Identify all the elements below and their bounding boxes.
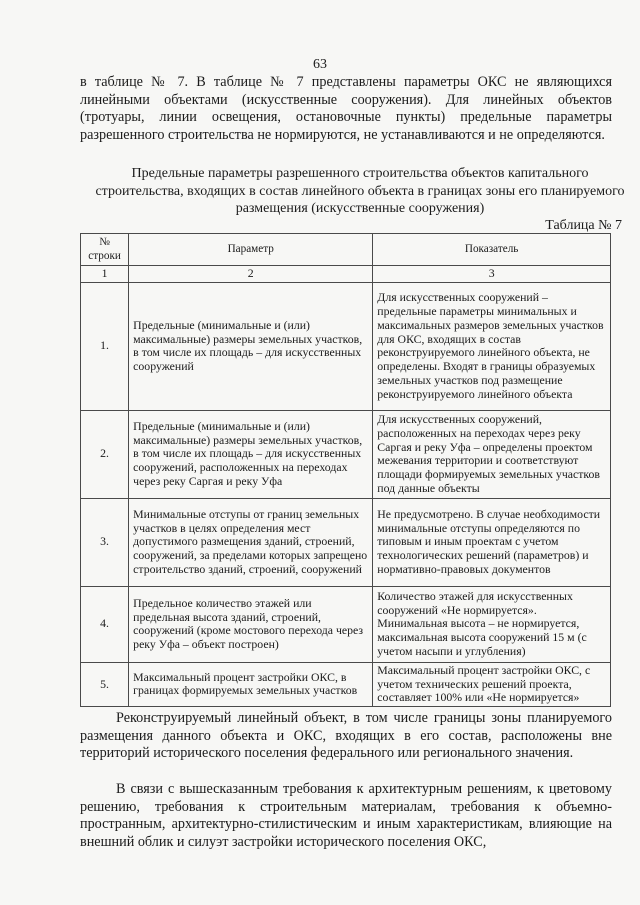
row-number: 3.	[81, 498, 129, 586]
table-header-row	[81, 234, 611, 266]
table-heading: Предельные параметры разрешенного строительства объектов капитального строительства, входящих в состав линейного объекта в границах зоны его планируемого размещения (искусственные сооружения)	[95, 166, 625, 216]
header-parameter: Параметр	[129, 234, 373, 266]
table-row	[81, 282, 611, 410]
table-row	[81, 662, 611, 706]
row-number: 2.	[81, 410, 129, 498]
paragraph-architectural-requirements: В связи с вышесказанным требования к архитектурным решениям, к цветовому решению, требования к строительным материалам, требования к объемно-пространным, архитектурно-стилистическим и иным характеристикам, влияющие на внешний облик и силуэт застройки исторического поселения ОКС,	[80, 781, 612, 850]
column-number: 2	[129, 266, 373, 283]
table-label: Таблица № 7	[545, 218, 622, 233]
row-parameter: Минимальные отступы от границ земельных участков в целях определения мест допустимого размещения зданий, строений, сооружений, за пределами которых запрещено строительство зданий, строений, сооружений	[129, 498, 373, 586]
parameters-table	[80, 233, 611, 707]
row-value: Не предусмотрено. В случае необходимости минимальные отступы определяются по типовым и иным проектам с учетом технологических решений (параметров) и нормативно-правовых документов	[373, 498, 611, 586]
row-number: 4.	[81, 586, 129, 662]
row-value: Максимальный процент застройки ОКС, с учетом технических решений проекта, составляет 100% или «Не нормируется»	[373, 662, 611, 706]
intro-paragraph: в таблице № 7. В таблице № 7 представлены параметры ОКС не являющихся линейными объектами (искусственные сооружения). Для линейных объектов (тротуары, линии освещения, остановочные пункты) предельные параметры разрешенного строительства не нормируются, не устанавливаются и не определяются.	[80, 74, 612, 143]
row-parameter: Предельное количество этажей или предельная высота зданий, строений, сооружений (кроме мостового перехода через реку Уфа – объект построен)	[129, 586, 373, 662]
row-value: Для искусственных сооружений – предельные параметры минимальных и максимальных размеров земельных участков для ОКС, входящих в состав реконструируемого линейного объекта, не определены. Входят в границы образуемых земельных участков под размещение реконструируемого линейного объекта	[373, 282, 611, 410]
column-number: 1	[81, 266, 129, 283]
column-number-row	[81, 266, 611, 283]
header-value: Показатель	[373, 234, 611, 266]
header-row-number: № строки	[81, 234, 129, 266]
table-row	[81, 586, 611, 662]
row-number: 5.	[81, 662, 129, 706]
row-parameter: Предельные (минимальные и (или) максимальные) размеры земельных участков, в том числе их площадь – для искусственных сооружений	[129, 282, 373, 410]
table-row	[81, 498, 611, 586]
row-parameter: Максимальный процент застройки ОКС, в границах формируемых земельных участков	[129, 662, 373, 706]
row-value: Количество этажей для искусственных сооружений «Не нормируется». Минимальная высота – не нормируется, максимальная высота сооружений 15 м (с учетом насыпи и углубления)	[373, 586, 611, 662]
row-value: Для искусственных сооружений, расположенных на переходах через реку Саргая и реку Уфа – определены проектом межевания территории и соответствуют площади формируемых земельных участков под данные объекты	[373, 410, 611, 498]
table-row	[81, 410, 611, 498]
row-parameter: Предельные (минимальные и (или) максимальные) размеры земельных участков, в том числе их площадь – для искусственных сооружений, расположенных на переходах через реку Саргая и реку Уфа	[129, 410, 373, 498]
column-number: 3	[373, 266, 611, 283]
page-number: 63	[313, 57, 327, 72]
paragraph-historic-settlement: Реконструируемый линейный объект, в том числе границы зоны планируемого размещения данного объекта и ОКС, входящих в его состав, расположены вне территорий исторического поселения федерального или регионального значения.	[80, 710, 612, 761]
row-number: 1.	[81, 282, 129, 410]
